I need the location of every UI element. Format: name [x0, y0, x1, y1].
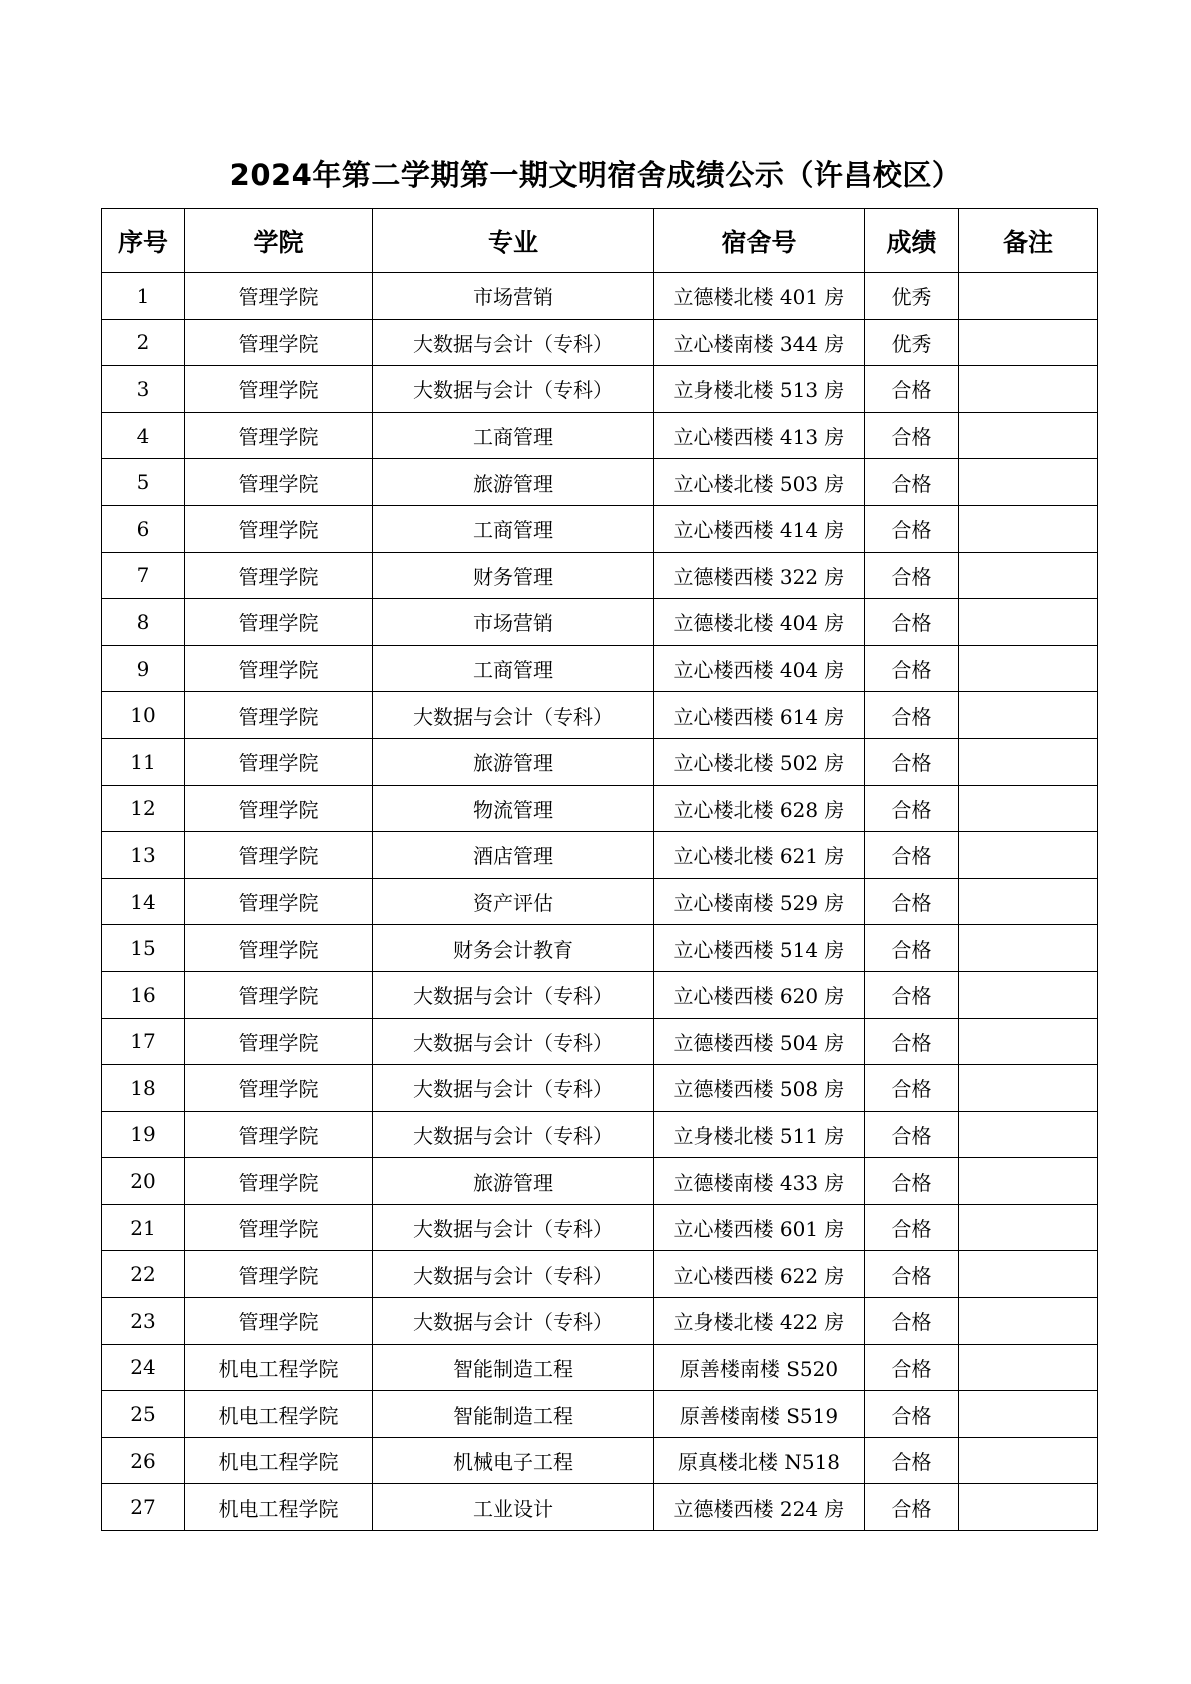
cell-room: 立德楼北楼 404 房: [654, 599, 865, 646]
cell-room: 立德楼西楼 508 房: [654, 1065, 865, 1112]
cell-remark: [959, 878, 1098, 925]
cell-college: 管理学院: [185, 1251, 373, 1298]
cell-remark: [959, 925, 1098, 972]
cell-remark: [959, 1298, 1098, 1345]
cell-no: 18: [102, 1065, 185, 1112]
cell-room: 立心楼西楼 413 房: [654, 412, 865, 459]
cell-room: 立心楼西楼 614 房: [654, 692, 865, 739]
table-row: [102, 692, 1098, 739]
cell-grade: 合格: [865, 645, 959, 692]
header-remark: 备注: [959, 209, 1098, 273]
cell-major: 智能制造工程: [373, 1344, 654, 1391]
cell-major: 资产评估: [373, 878, 654, 925]
cell-remark: [959, 1111, 1098, 1158]
table-row: [102, 1111, 1098, 1158]
cell-remark: [959, 785, 1098, 832]
cell-college: 管理学院: [185, 319, 373, 366]
cell-major: 旅游管理: [373, 738, 654, 785]
cell-major: 工业设计: [373, 1484, 654, 1531]
cell-college: 机电工程学院: [185, 1437, 373, 1484]
cell-remark: [959, 1391, 1098, 1438]
cell-remark: [959, 1204, 1098, 1251]
cell-no: 4: [102, 412, 185, 459]
cell-no: 19: [102, 1111, 185, 1158]
header-room: 宿舍号: [654, 209, 865, 273]
cell-college: 管理学院: [185, 599, 373, 646]
cell-major: 酒店管理: [373, 832, 654, 879]
cell-remark: [959, 505, 1098, 552]
cell-no: 16: [102, 971, 185, 1018]
cell-no: 9: [102, 645, 185, 692]
cell-grade: 合格: [865, 692, 959, 739]
cell-college: 机电工程学院: [185, 1391, 373, 1438]
cell-major: 工商管理: [373, 645, 654, 692]
cell-grade: 合格: [865, 459, 959, 506]
cell-room: 立心楼北楼 502 房: [654, 738, 865, 785]
cell-grade: 合格: [865, 1111, 959, 1158]
cell-grade: 合格: [865, 1018, 959, 1065]
cell-no: 24: [102, 1344, 185, 1391]
cell-college: 管理学院: [185, 645, 373, 692]
cell-major: 机械电子工程: [373, 1437, 654, 1484]
cell-college: 机电工程学院: [185, 1344, 373, 1391]
cell-remark: [959, 599, 1098, 646]
cell-grade: 优秀: [865, 273, 959, 320]
cell-remark: [959, 1344, 1098, 1391]
table-header-row: [102, 209, 1098, 273]
cell-college: 管理学院: [185, 971, 373, 1018]
table-row: [102, 1437, 1098, 1484]
cell-room: 立心楼西楼 404 房: [654, 645, 865, 692]
cell-no: 17: [102, 1018, 185, 1065]
table-row: [102, 1484, 1098, 1531]
cell-college: 管理学院: [185, 1204, 373, 1251]
cell-no: 22: [102, 1251, 185, 1298]
cell-college: 管理学院: [185, 273, 373, 320]
cell-grade: 合格: [865, 599, 959, 646]
cell-remark: [959, 645, 1098, 692]
cell-no: 6: [102, 505, 185, 552]
cell-no: 23: [102, 1298, 185, 1345]
cell-major: 大数据与会计（专科）: [373, 692, 654, 739]
table-row: [102, 599, 1098, 646]
cell-college: 管理学院: [185, 1111, 373, 1158]
cell-remark: [959, 971, 1098, 1018]
cell-room: 立心楼南楼 529 房: [654, 878, 865, 925]
cell-room: 原善楼南楼 S520: [654, 1344, 865, 1391]
cell-no: 13: [102, 832, 185, 879]
cell-college: 管理学院: [185, 459, 373, 506]
cell-grade: 合格: [865, 925, 959, 972]
table-row: [102, 1298, 1098, 1345]
table-row: [102, 878, 1098, 925]
cell-college: 管理学院: [185, 878, 373, 925]
cell-no: 15: [102, 925, 185, 972]
dormitory-grade-table: [101, 208, 1098, 1531]
header-college: 学院: [185, 209, 373, 273]
cell-room: 立心楼西楼 620 房: [654, 971, 865, 1018]
cell-major: 市场营销: [373, 599, 654, 646]
cell-room: 立德楼北楼 401 房: [654, 273, 865, 320]
cell-grade: 优秀: [865, 319, 959, 366]
cell-remark: [959, 1251, 1098, 1298]
table-row: [102, 645, 1098, 692]
cell-no: 25: [102, 1391, 185, 1438]
cell-grade: 合格: [865, 1158, 959, 1205]
cell-room: 立身楼北楼 422 房: [654, 1298, 865, 1345]
header-major: 专业: [373, 209, 654, 273]
cell-grade: 合格: [865, 505, 959, 552]
cell-major: 旅游管理: [373, 459, 654, 506]
table-row: [102, 412, 1098, 459]
cell-no: 26: [102, 1437, 185, 1484]
table-row: [102, 505, 1098, 552]
cell-grade: 合格: [865, 971, 959, 1018]
cell-major: 物流管理: [373, 785, 654, 832]
cell-remark: [959, 1437, 1098, 1484]
cell-room: 立心楼西楼 622 房: [654, 1251, 865, 1298]
cell-remark: [959, 832, 1098, 879]
cell-college: 管理学院: [185, 1298, 373, 1345]
cell-major: 大数据与会计（专科）: [373, 1251, 654, 1298]
cell-remark: [959, 273, 1098, 320]
cell-no: 27: [102, 1484, 185, 1531]
cell-major: 大数据与会计（专科）: [373, 1018, 654, 1065]
cell-no: 5: [102, 459, 185, 506]
cell-no: 3: [102, 366, 185, 413]
table-row: [102, 1158, 1098, 1205]
cell-college: 管理学院: [185, 1065, 373, 1112]
cell-grade: 合格: [865, 412, 959, 459]
cell-remark: [959, 366, 1098, 413]
cell-remark: [959, 1018, 1098, 1065]
cell-room: 立身楼北楼 513 房: [654, 366, 865, 413]
cell-no: 11: [102, 738, 185, 785]
cell-remark: [959, 412, 1098, 459]
cell-no: 2: [102, 319, 185, 366]
cell-remark: [959, 1065, 1098, 1112]
cell-room: 立德楼南楼 433 房: [654, 1158, 865, 1205]
cell-grade: 合格: [865, 1437, 959, 1484]
table-row: [102, 319, 1098, 366]
header-grade: 成绩: [865, 209, 959, 273]
cell-grade: 合格: [865, 1065, 959, 1112]
table-row: [102, 552, 1098, 599]
table-row: [102, 1065, 1098, 1112]
cell-major: 市场营销: [373, 273, 654, 320]
cell-grade: 合格: [865, 738, 959, 785]
table-row: [102, 971, 1098, 1018]
cell-remark: [959, 1158, 1098, 1205]
cell-grade: 合格: [865, 1484, 959, 1531]
cell-grade: 合格: [865, 878, 959, 925]
cell-major: 大数据与会计（专科）: [373, 1065, 654, 1112]
cell-room: 立心楼西楼 514 房: [654, 925, 865, 972]
table-row: [102, 1391, 1098, 1438]
cell-major: 大数据与会计（专科）: [373, 1111, 654, 1158]
cell-remark: [959, 319, 1098, 366]
cell-no: 10: [102, 692, 185, 739]
cell-grade: 合格: [865, 1344, 959, 1391]
cell-remark: [959, 738, 1098, 785]
cell-no: 14: [102, 878, 185, 925]
cell-no: 21: [102, 1204, 185, 1251]
header-no: 序号: [102, 209, 185, 273]
cell-no: 7: [102, 552, 185, 599]
cell-grade: 合格: [865, 552, 959, 599]
cell-no: 12: [102, 785, 185, 832]
cell-remark: [959, 459, 1098, 506]
cell-room: 立身楼北楼 511 房: [654, 1111, 865, 1158]
cell-no: 20: [102, 1158, 185, 1205]
cell-room: 立心楼西楼 601 房: [654, 1204, 865, 1251]
cell-major: 工商管理: [373, 505, 654, 552]
cell-room: 立心楼北楼 628 房: [654, 785, 865, 832]
cell-college: 管理学院: [185, 552, 373, 599]
cell-major: 大数据与会计（专科）: [373, 1298, 654, 1345]
table-row: [102, 1251, 1098, 1298]
cell-room: 立心楼西楼 414 房: [654, 505, 865, 552]
cell-grade: 合格: [865, 785, 959, 832]
table-row: [102, 832, 1098, 879]
cell-major: 大数据与会计（专科）: [373, 1204, 654, 1251]
cell-grade: 合格: [865, 366, 959, 413]
cell-major: 大数据与会计（专科）: [373, 319, 654, 366]
cell-grade: 合格: [865, 1251, 959, 1298]
table-row: [102, 1204, 1098, 1251]
cell-grade: 合格: [865, 832, 959, 879]
cell-major: 旅游管理: [373, 1158, 654, 1205]
cell-no: 1: [102, 273, 185, 320]
cell-room: 立德楼西楼 322 房: [654, 552, 865, 599]
cell-remark: [959, 552, 1098, 599]
table-row: [102, 925, 1098, 972]
table-row: [102, 459, 1098, 506]
cell-remark: [959, 692, 1098, 739]
cell-major: 大数据与会计（专科）: [373, 366, 654, 413]
cell-major: 工商管理: [373, 412, 654, 459]
table-body: [102, 273, 1098, 1531]
table-row: [102, 1018, 1098, 1065]
cell-room: 原真楼北楼 N518: [654, 1437, 865, 1484]
cell-major: 智能制造工程: [373, 1391, 654, 1438]
table-row: [102, 273, 1098, 320]
cell-college: 机电工程学院: [185, 1484, 373, 1531]
cell-college: 管理学院: [185, 692, 373, 739]
cell-college: 管理学院: [185, 785, 373, 832]
cell-major: 大数据与会计（专科）: [373, 971, 654, 1018]
cell-college: 管理学院: [185, 366, 373, 413]
cell-major: 财务会计教育: [373, 925, 654, 972]
cell-college: 管理学院: [185, 832, 373, 879]
cell-grade: 合格: [865, 1298, 959, 1345]
cell-room: 立德楼西楼 504 房: [654, 1018, 865, 1065]
cell-remark: [959, 1484, 1098, 1531]
cell-room: 立心楼北楼 503 房: [654, 459, 865, 506]
cell-grade: 合格: [865, 1204, 959, 1251]
cell-no: 8: [102, 599, 185, 646]
cell-college: 管理学院: [185, 925, 373, 972]
cell-college: 管理学院: [185, 505, 373, 552]
cell-room: 立心楼南楼 344 房: [654, 319, 865, 366]
cell-major: 财务管理: [373, 552, 654, 599]
cell-grade: 合格: [865, 1391, 959, 1438]
table-row: [102, 738, 1098, 785]
table-row: [102, 1344, 1098, 1391]
cell-college: 管理学院: [185, 738, 373, 785]
cell-college: 管理学院: [185, 412, 373, 459]
table-row: [102, 785, 1098, 832]
cell-college: 管理学院: [185, 1018, 373, 1065]
cell-room: 原善楼南楼 S519: [654, 1391, 865, 1438]
cell-room: 立德楼西楼 224 房: [654, 1484, 865, 1531]
cell-room: 立心楼北楼 621 房: [654, 832, 865, 879]
table-row: [102, 366, 1098, 413]
cell-college: 管理学院: [185, 1158, 373, 1205]
page-title: 2024年第二学期第一期文明宿舍成绩公示（许昌校区）: [229, 158, 962, 192]
